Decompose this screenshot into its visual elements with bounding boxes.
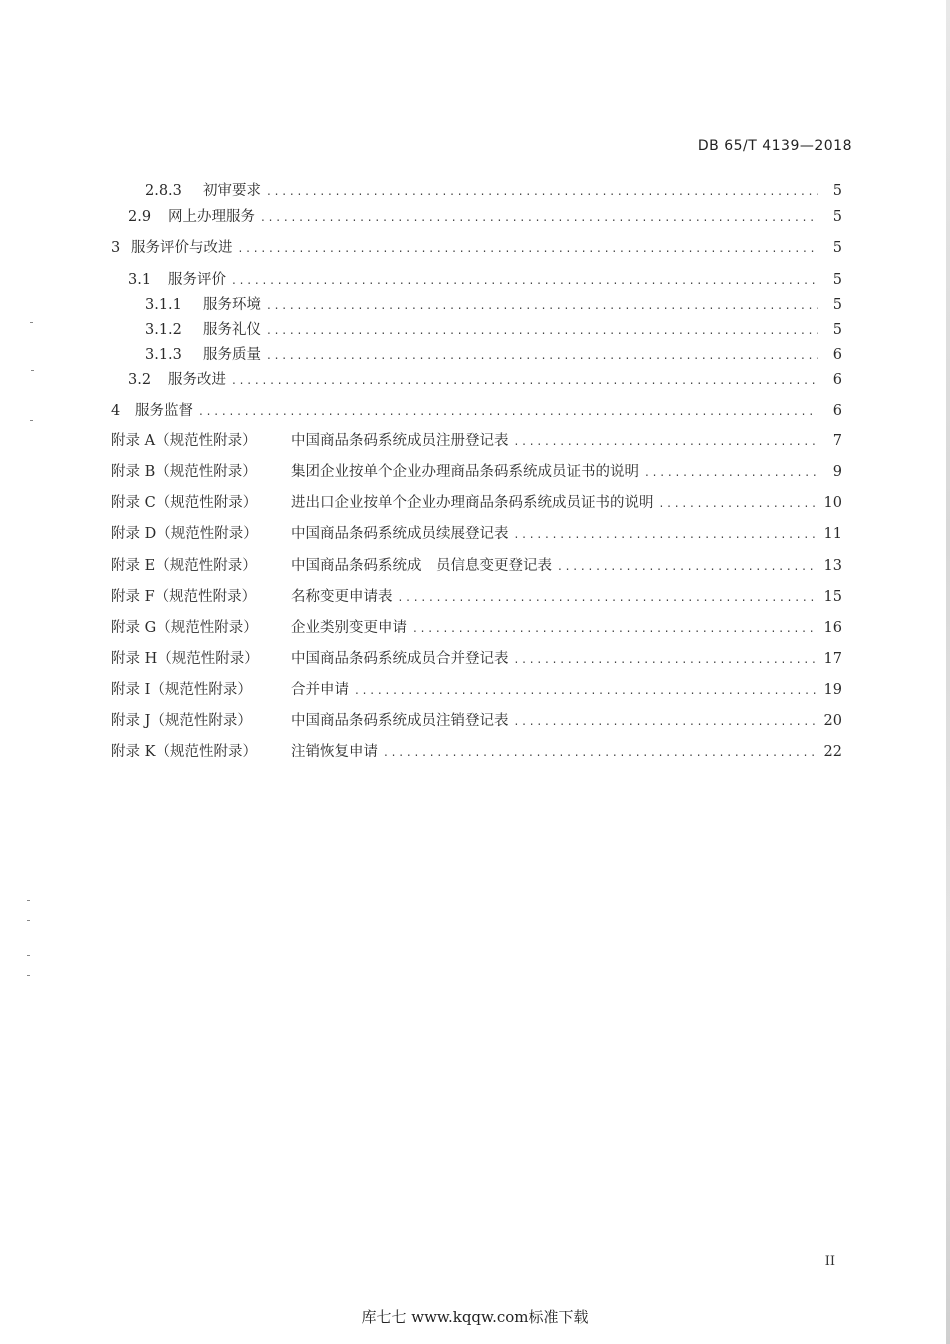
toc-entry-page: 5	[832, 209, 842, 225]
appendix-label: 附录 F（规范性附录）	[111, 589, 257, 605]
dot-leader	[645, 465, 818, 479]
appendix-page: 13	[823, 558, 842, 574]
toc-entry-number: 3.1	[128, 272, 152, 288]
appendix-label: 附录 E（规范性附录）	[111, 558, 257, 574]
toc-entry[interactable]	[128, 268, 842, 288]
toc-entry[interactable]	[145, 179, 842, 199]
appendix-label: 附录 D（规范性附录）	[111, 526, 258, 542]
dot-leader	[515, 527, 818, 541]
scan-speck	[30, 322, 33, 323]
toc-entry[interactable]	[111, 399, 842, 419]
dot-leader	[515, 714, 818, 728]
toc-entry-number: 3.1.1	[145, 297, 182, 313]
toc-entry[interactable]	[145, 318, 842, 338]
toc-appendix-entry[interactable]	[111, 678, 842, 698]
toc-entry-page: 5	[832, 183, 842, 199]
appendix-label: 附录 J（规范性附录）	[111, 713, 252, 729]
toc-entry[interactable]	[111, 236, 842, 256]
toc-entry-title: 服务环境	[203, 297, 261, 313]
toc-entry-number: 2.8.3	[145, 183, 182, 199]
appendix-page: 11	[823, 526, 842, 542]
toc-entry-title: 网上办理服务	[168, 209, 255, 225]
toc-appendix-entry[interactable]	[111, 491, 842, 511]
appendix-title: 中国商品条码系统成员合并登记表	[291, 651, 509, 667]
toc-entry-number: 2.9	[128, 209, 152, 225]
document-code: DB 65/T 4139—2018	[697, 138, 852, 154]
appendix-page: 7	[832, 433, 842, 449]
toc-entry-title: 服务质量	[203, 347, 261, 363]
toc-appendix-entry[interactable]	[111, 429, 842, 449]
toc-appendix-entry[interactable]	[111, 554, 842, 574]
scan-speck	[27, 900, 30, 901]
appendix-title: 注销恢复申请	[291, 744, 378, 760]
toc-appendix-entry[interactable]	[111, 647, 842, 667]
toc-entry-number: 3.2	[128, 372, 152, 388]
toc-entry-number: 4	[111, 403, 121, 419]
appendix-label: 附录 A（规范性附录）	[111, 433, 257, 449]
scan-edge-artifact	[946, 0, 950, 1344]
toc-appendix-entry[interactable]	[111, 460, 842, 480]
toc-entry-page: 6	[832, 403, 842, 419]
scan-speck	[27, 975, 30, 976]
toc-entry[interactable]	[128, 368, 842, 388]
toc-entry-number: 3	[111, 240, 121, 256]
dot-leader	[515, 652, 818, 666]
toc-entry-page: 5	[832, 240, 842, 256]
appendix-title: 合并申请	[291, 682, 349, 698]
appendix-title: 名称变更申请表	[291, 589, 393, 605]
appendix-label: 附录 B（规范性附录）	[111, 464, 257, 480]
toc-entry-title: 服务监督	[135, 403, 193, 419]
toc-entry-title: 服务评价	[168, 272, 226, 288]
appendix-label: 附录 G（规范性附录）	[111, 620, 258, 636]
dot-leader	[515, 434, 819, 448]
appendix-title: 进出口企业按单个企业办理商品条码系统成员证书的说明	[291, 495, 654, 511]
appendix-title: 中国商品条码系统成 员信息变更登记表	[291, 558, 552, 574]
appendix-page: 10	[823, 495, 842, 511]
dot-leader	[399, 590, 818, 604]
appendix-title: 企业类别变更申请	[291, 620, 407, 636]
appendix-label: 附录 K（规范性附录）	[111, 744, 257, 760]
appendix-page: 15	[823, 589, 842, 605]
appendix-title: 集团企业按单个企业办理商品条码系统成员证书的说明	[291, 464, 639, 480]
dot-leader	[199, 404, 818, 418]
toc-entry-page: 5	[832, 322, 842, 338]
toc-entry-title: 初审要求	[203, 183, 261, 199]
appendix-page: 19	[823, 682, 842, 698]
dot-leader	[232, 273, 818, 287]
appendix-label: 附录 I（规范性附录）	[111, 682, 252, 698]
appendix-label: 附录 H（规范性附录）	[111, 651, 259, 667]
appendix-title: 中国商品条码系统成员续展登记表	[291, 526, 509, 542]
toc-entry-page: 5	[832, 297, 842, 313]
dot-leader	[558, 559, 818, 573]
dot-leader	[232, 373, 818, 387]
dot-leader	[267, 298, 818, 312]
toc-appendix-entry[interactable]	[111, 585, 842, 605]
toc-entry-page: 6	[832, 372, 842, 388]
page-number: II	[824, 1254, 835, 1269]
appendix-page: 20	[823, 713, 842, 729]
dot-leader	[239, 241, 819, 255]
toc-appendix-entry[interactable]	[111, 522, 842, 542]
toc-entry-number: 3.1.2	[145, 322, 182, 338]
toc-entry[interactable]	[145, 343, 842, 363]
dot-leader	[267, 348, 818, 362]
appendix-page: 9	[832, 464, 842, 480]
appendix-page: 22	[823, 744, 842, 760]
appendix-page: 16	[823, 620, 842, 636]
toc-entry-title: 服务评价与改进	[131, 240, 233, 256]
dot-leader	[267, 323, 818, 337]
dot-leader	[355, 683, 818, 697]
scan-speck	[27, 955, 30, 956]
dot-leader	[660, 496, 818, 510]
scan-speck	[31, 370, 34, 371]
appendix-title: 中国商品条码系统成员注册登记表	[291, 433, 509, 449]
footer-watermark: 库七七 www.kqqw.com标准下载	[361, 1308, 589, 1326]
toc-entry-title: 服务礼仪	[203, 322, 261, 338]
toc-entry[interactable]	[128, 205, 842, 225]
toc-entry-page: 6	[832, 347, 842, 363]
scan-speck	[30, 420, 33, 421]
toc-appendix-entry[interactable]	[111, 709, 842, 729]
appendix-label: 附录 C（规范性附录）	[111, 495, 258, 511]
toc-appendix-entry[interactable]	[111, 740, 842, 760]
scan-speck	[27, 920, 30, 921]
toc-entry-number: 3.1.3	[145, 347, 182, 363]
appendix-title: 中国商品条码系统成员注销登记表	[291, 713, 509, 729]
toc-appendix-entry[interactable]	[111, 616, 842, 636]
dot-leader	[384, 745, 818, 759]
toc-entry-page: 5	[832, 272, 842, 288]
toc-entry-title: 服务改进	[168, 372, 226, 388]
appendix-page: 17	[823, 651, 842, 667]
dot-leader	[261, 210, 818, 224]
dot-leader	[267, 184, 818, 198]
toc-entry[interactable]	[145, 293, 842, 313]
dot-leader	[413, 621, 818, 635]
